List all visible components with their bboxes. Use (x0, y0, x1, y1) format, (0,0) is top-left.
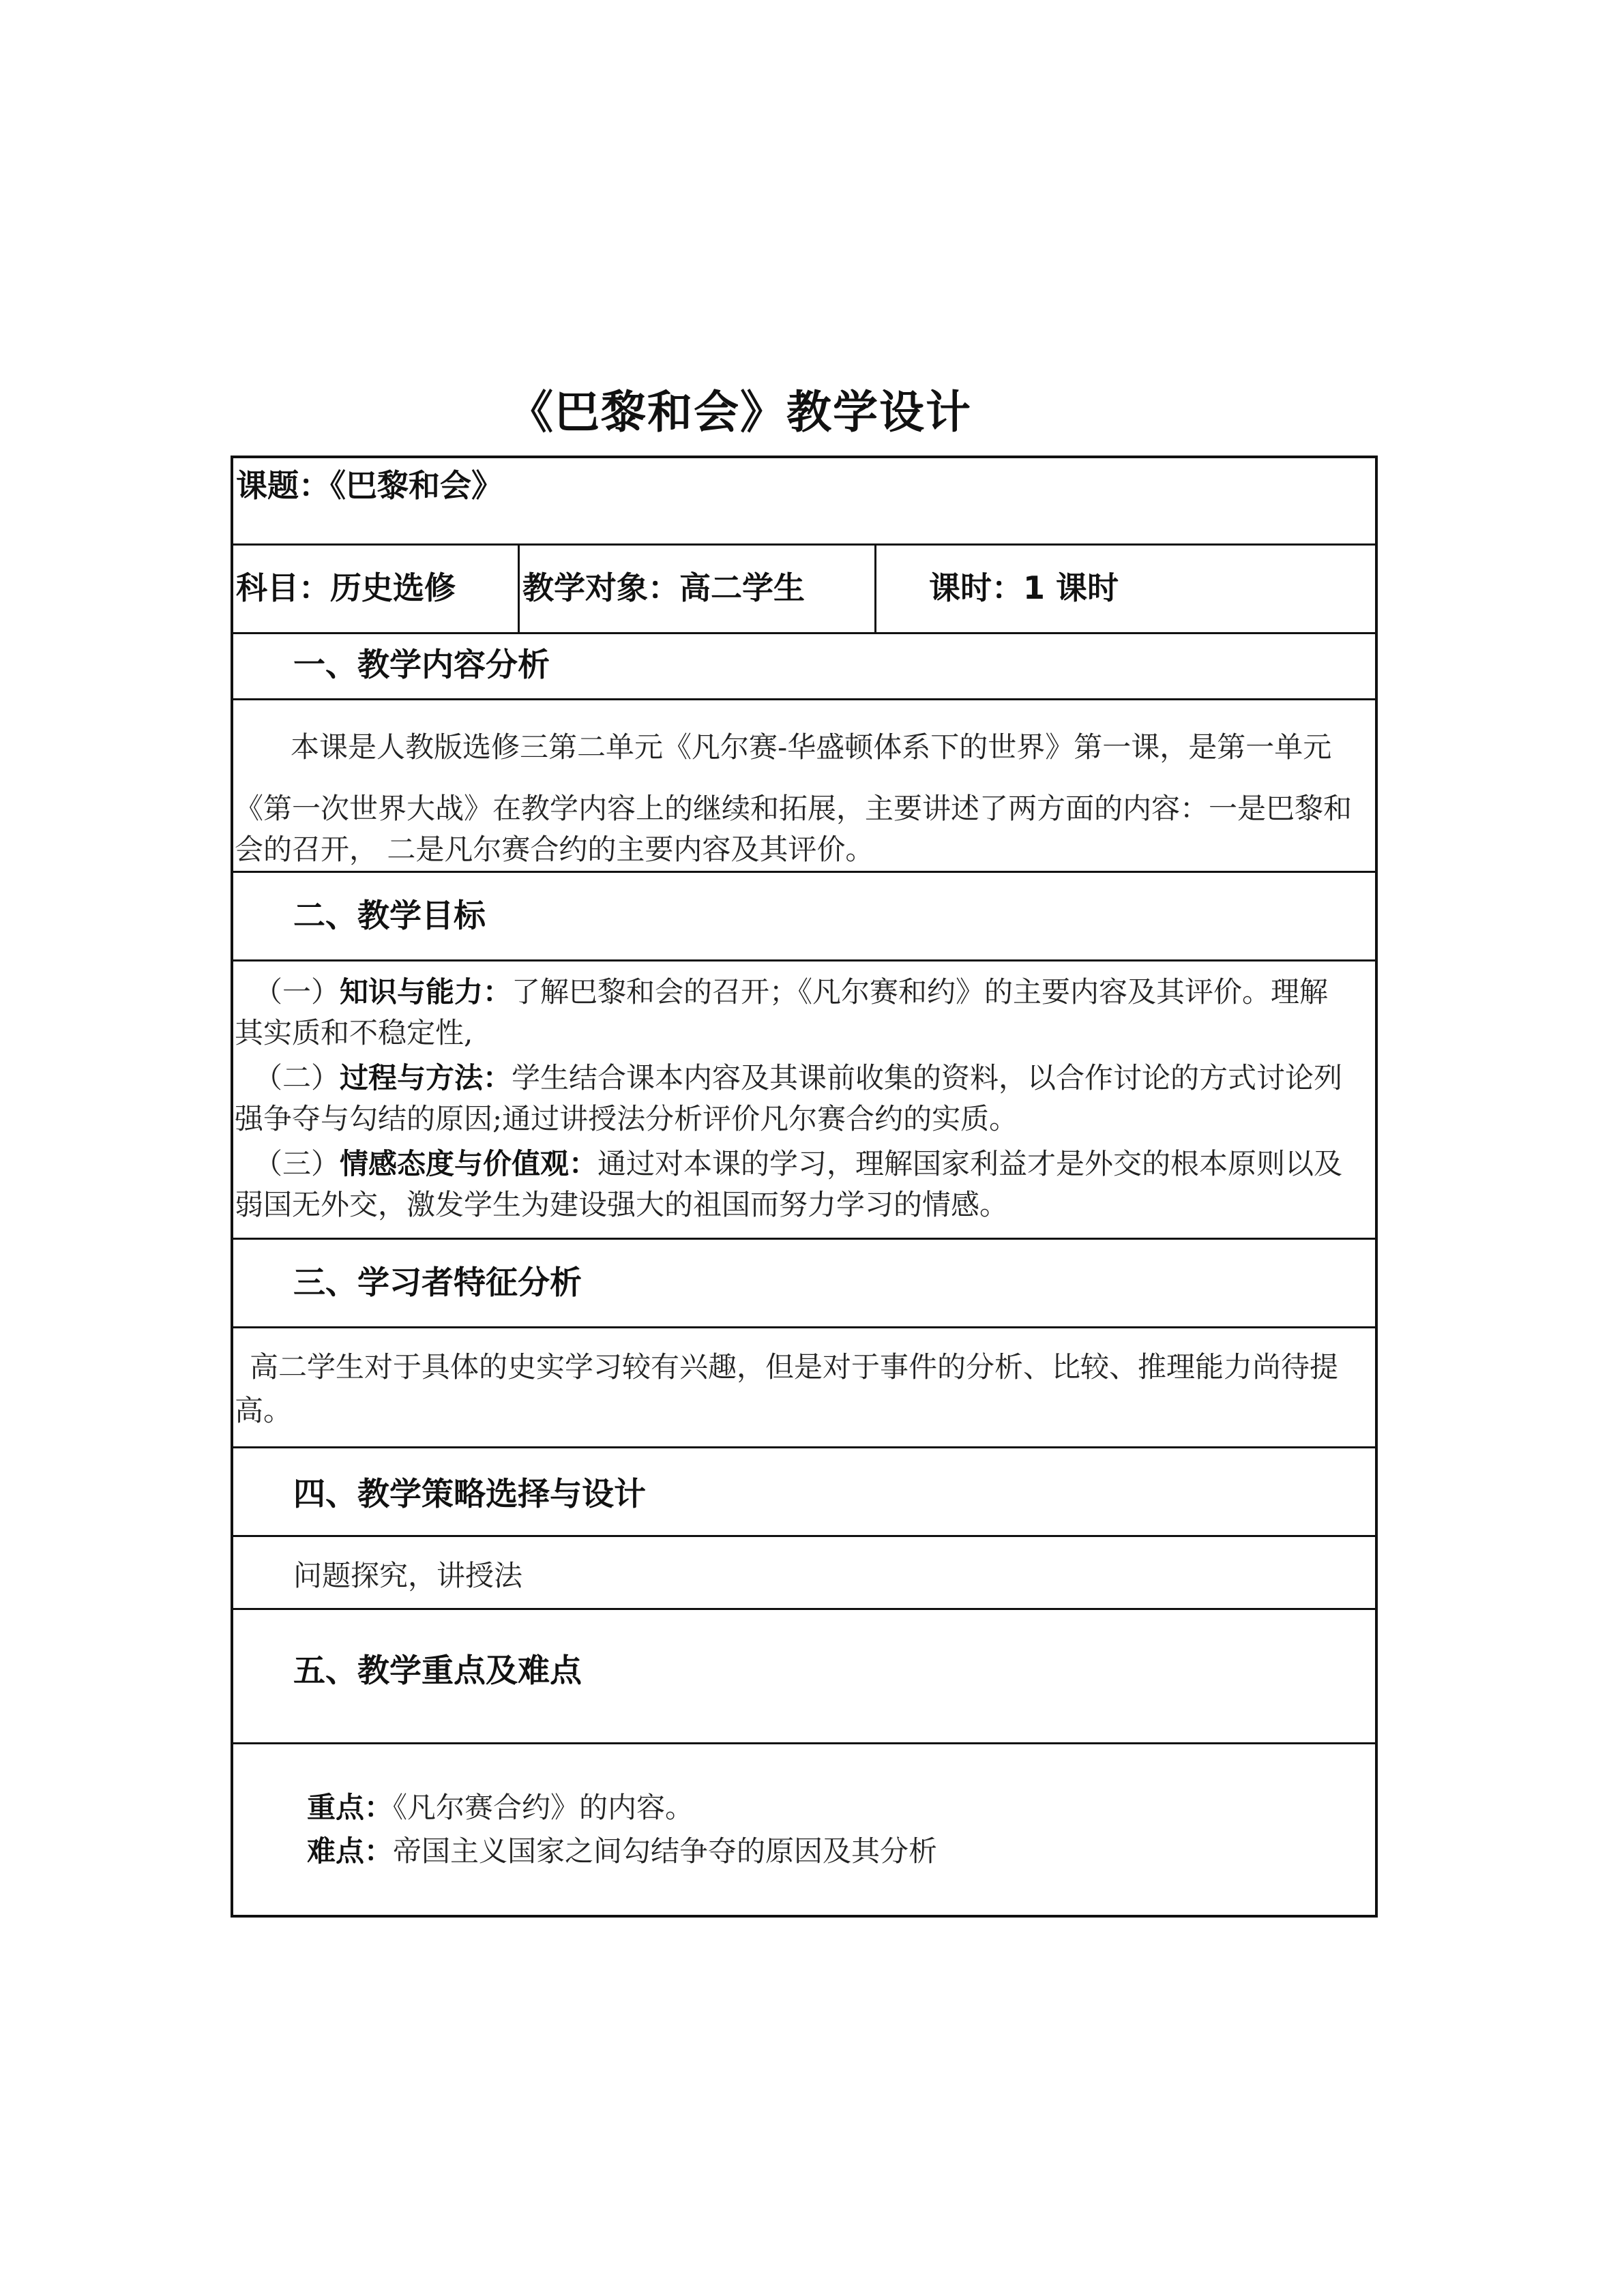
subject-cell: 科目：历史选修 (236, 569, 456, 606)
focus-text: 《凡尔赛合约》的内容。 (393, 1791, 694, 1824)
objective-emotion (254, 1142, 1342, 1182)
objective-knowledge (254, 970, 1328, 1011)
objective-text: 学生结合课本内容及其课前收集的资料，以合作讨论的方式讨论列 (512, 1061, 1343, 1094)
objectives-heading-row (233, 873, 1375, 961)
objective-process-cont: 强争夺与勾结的原因;通过讲授法分析评价凡尔赛合约的实质。 (235, 1102, 1018, 1135)
objective-label: 情感态度与价值观： (340, 1147, 598, 1180)
strategy-body-row (233, 1537, 1375, 1610)
content-analysis-heading: 一、教学内容分析 (293, 646, 550, 684)
learner-line: 高二学生对于具体的史实学习较有兴趣，但是对于事件的分析、比较、推理能力尚待提 (250, 1350, 1339, 1384)
document-title: 《巴黎和会》教学设计 (508, 386, 972, 438)
objective-process (254, 1056, 1342, 1097)
objective-text: 通过对本课的学习，理解国家利益才是外交的根本原则以及 (597, 1147, 1343, 1180)
focus-line (307, 1785, 694, 1826)
content-analysis-heading-row (233, 634, 1375, 700)
key-points-body-row (233, 1744, 1375, 1915)
key-points-heading: 五、教学重点及难点 (293, 1652, 582, 1690)
learner-heading: 三、学习者特征分析 (293, 1264, 582, 1302)
column-divider (518, 546, 520, 632)
column-divider (874, 546, 876, 632)
strategy-text: 问题探究，讲授法 (293, 1559, 523, 1592)
objective-label: 知识与能力： (340, 975, 512, 1009)
content-analysis-body-row (233, 700, 1375, 873)
objectives-body-row (233, 961, 1375, 1240)
difficulty-line (307, 1829, 937, 1870)
content-analysis-line: 本课是人教版选修三第二单元《凡尔赛-华盛顿体系下的世界》第一课，是第一单元 (291, 730, 1332, 764)
learner-heading-row (233, 1240, 1375, 1328)
topic-cell: 课题：《巴黎和会》 (236, 467, 503, 504)
audience-cell: 教学对象：高二学生 (522, 569, 805, 606)
objective-prefix: （二） (254, 1061, 340, 1094)
focus-label: 重点： (307, 1791, 394, 1824)
difficulty-text: 帝国主义国家之间勾结争夺的原因及其分析 (393, 1834, 938, 1868)
content-analysis-line: 会的召开， 二是凡尔赛合约的主要内容及其评价。 (235, 833, 874, 866)
hours-cell: 课时：1 课时 (929, 569, 1119, 606)
content-analysis-line: 《第一次世界大战》在教学内容上的继续和拓展，主要讲述了两方面的内容：一是巴黎和 (235, 792, 1353, 825)
objectives-heading: 二、教学目标 (293, 897, 486, 935)
objective-text: 了解巴黎和会的召开；《凡尔赛和约》的主要内容及其评价。理解 (512, 975, 1329, 1009)
lesson-plan-table (231, 456, 1378, 1918)
learner-line: 高。 (235, 1394, 293, 1427)
strategy-heading: 四、教学策略选择与设计 (293, 1476, 646, 1513)
objective-prefix: （一） (254, 975, 340, 1009)
difficulty-label: 难点： (307, 1834, 394, 1868)
info-row (233, 546, 1375, 634)
topic-row (233, 458, 1375, 546)
objective-prefix: （三） (254, 1147, 340, 1180)
objective-emotion-cont: 弱国无外交，激发学生为建设强大的祖国而努力学习的情感。 (235, 1188, 1009, 1221)
objective-knowledge-cont: 其实质和不稳定性, (235, 1016, 473, 1049)
learner-body-row (233, 1328, 1375, 1448)
objective-label: 过程与方法： (340, 1061, 512, 1094)
key-points-heading-row (233, 1610, 1375, 1744)
strategy-heading-row (233, 1448, 1375, 1537)
